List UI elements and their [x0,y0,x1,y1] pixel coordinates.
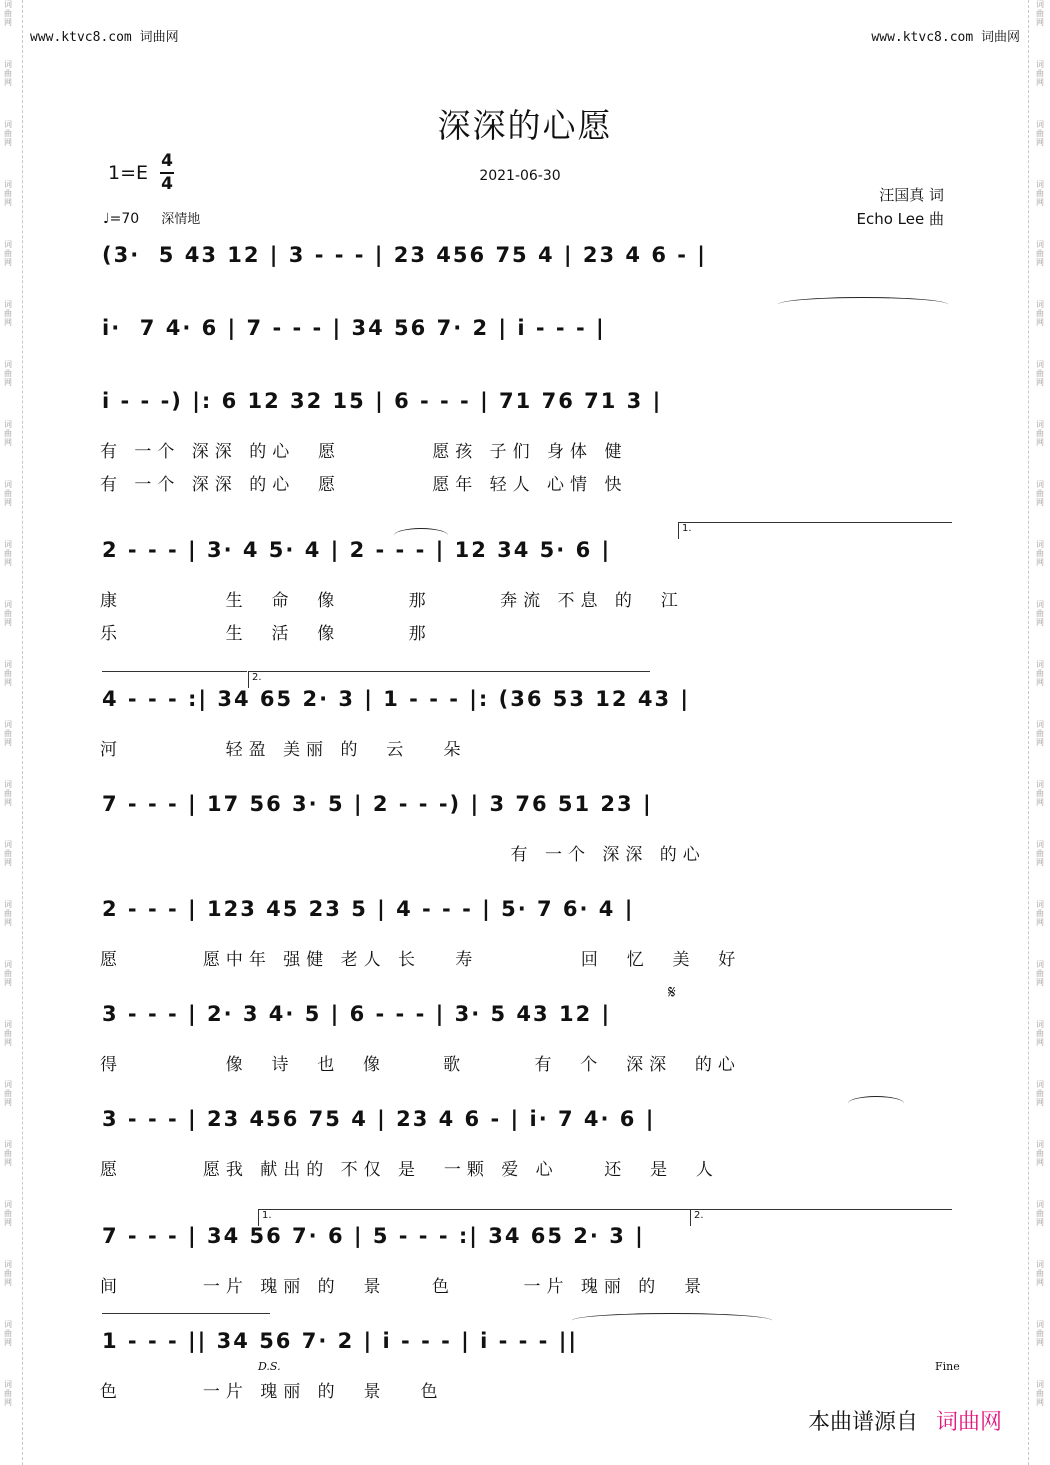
key-signature: 1=E [108,162,149,184]
watermark-text: 词 曲 网 [1036,1380,1044,1407]
watermark-text: 词 曲 网 [4,660,12,687]
watermark-text: 词 曲 网 [4,1380,12,1407]
lyric-line: 愿 愿我 献出的 不仅 是 一颗 爱 心 还 是 人 [100,1160,719,1180]
watermark-text: 词 曲 网 [1036,1080,1044,1107]
watermark-text: 词 曲 网 [1036,1200,1044,1227]
volta-1-bracket-continued [102,671,247,688]
watermark-text: 词 曲 网 [4,60,12,87]
watermark-text: 词 曲 网 [1036,240,1044,267]
watermark-text: 词 曲 网 [4,1260,12,1287]
tie-arc [778,297,948,312]
notation-line: (3· 5 43 12 | 3 - - - | 23 456 75 4 | 23 4 6 - | [102,243,707,267]
watermark-text: 词 曲 网 [1036,840,1044,867]
volta-2-label: 2. [252,672,262,683]
watermark-text: 词 曲 网 [1036,300,1044,327]
watermark-text: 词 曲 网 [4,720,12,747]
watermark-text: 词 曲 网 [4,360,12,387]
volta-1-label-ending: 1. [262,1210,272,1221]
lyric-line: 康 生 命 像 那 奔流 不息 的 江 [100,591,684,611]
watermark-text: 词 曲 网 [1036,120,1044,147]
lyric-line: 有 一个 深深 的心 [100,845,706,865]
score-system [0,1224,1050,1260]
watermark-text: 词 曲 网 [4,900,12,927]
watermark-text: 词 曲 网 [4,1320,12,1347]
lyric-line: 色 一片 瑰丽 的 景 色 [100,1382,444,1402]
notation-line: 7 - - - | 34 56 7· 6 | 5 - - - :| 34 65 2· 3 | [102,1224,645,1248]
watermark-text: 词 曲 网 [1036,480,1044,507]
watermark-text: 词 曲 网 [1036,180,1044,207]
notation-line: i· 7 4· 6 | 7 - - - | 34 56 7· 2 | i - - - | [102,316,606,340]
watermark-text: 词 曲 网 [1036,780,1044,807]
tempo-expression: 深情地 [161,212,201,227]
watermark-text: 词 曲 网 [1036,540,1044,567]
watermark-text: 词 曲 网 [1036,1140,1044,1167]
volta-2-bracket-ending [690,1209,952,1226]
time-signature [160,152,174,194]
watermark-text: 词 曲 网 [4,600,12,627]
notation-line: 7 - - - | 17 56 3· 5 | 2 - - -) | 3 76 51 23 | [102,792,653,816]
lyric-line: 有 一个 深深 的心 愿 愿孩 子们 身体 健 [100,442,628,462]
notation-line: 4 - - - :| 34 65 2· 3 | 1 - - - |: (36 53 12 43 | [102,687,691,711]
notation-line: 2 - - - | 123 45 23 5 | 4 - - - | 5· 7 6· 4 | [102,897,635,921]
song-title: 深深的心愿 [437,106,613,145]
notation-line: i - - -) |: 6 12 32 15 | 6 - - - | 71 76 71 3 | [102,389,663,413]
score-system [0,389,1050,425]
watermark-text: 词 曲 网 [1036,0,1044,27]
watermark-text: 词 曲 网 [4,840,12,867]
lyric-line: 愿 愿中年 强健 老人 长 寿 回 忆 美 好 [100,950,742,970]
watermark-text: 词 曲 网 [1036,1020,1044,1047]
notation-line: 3 - - - | 23 456 75 4 | 23 4 6 - | i· 7 4· 6 | [102,1107,656,1131]
watermark-text: 词 曲 网 [1036,1320,1044,1347]
score-system [0,1002,1050,1038]
watermark-text: 词 曲 网 [1036,660,1044,687]
watermark-text: 词 曲 网 [4,300,12,327]
date: 2021-06-30 [479,168,561,184]
lyricist-credit: 汪国真 词 [879,186,944,204]
score-system [0,243,1050,279]
segno-icon: 𝄋 [668,982,676,1003]
watermark-text: 词 曲 网 [4,480,12,507]
time-signature-bottom: 4 [161,174,173,194]
time-signature-top: 4 [161,151,173,171]
watermark-text: 词 曲 网 [4,1080,12,1107]
watermark-text: 词 曲 网 [1036,1260,1044,1287]
composer-credit: Echo Lee 曲 [856,210,944,228]
watermark-text: 词 曲 网 [4,240,12,267]
volta-2-bracket [248,671,650,688]
watermark-text: 词 曲 网 [4,420,12,447]
watermark-text: 词 曲 网 [4,1200,12,1227]
lyric-line: 间 一片 瑰丽 的 景 色 一片 瑰丽 的 景 [100,1277,708,1297]
lyric-line: 乐 生 活 像 那 [100,624,432,644]
watermark-text: 词 曲 网 [4,180,12,207]
notation-line: 3 - - - | 2· 3 4· 5 | 6 - - - | 3· 5 43 12 | [102,1002,612,1026]
lyric-line: 得 像 诗 也 像 歌 有 个 深深 的心 [100,1055,741,1075]
notation-line: 2 - - - | 3· 4 5· 4 | 2 - - - | 12 34 5· 6 | [102,538,612,562]
score-system [0,1329,1050,1365]
tempo-marking [103,208,200,227]
site-url-left[interactable]: www.ktvc8.com 词曲网 [30,30,179,45]
watermark-text: 词 曲 网 [1036,360,1044,387]
score-system [0,1107,1050,1143]
score-system [0,687,1050,723]
score-system [0,316,1050,352]
lyric-line: 河 轻盈 美丽 的 云 朵 [100,740,467,760]
watermark-text: 词 曲 网 [4,960,12,987]
watermark-text: 词 曲 网 [1036,420,1044,447]
watermark-text: 词 曲 网 [4,0,12,27]
ds-mark: D.S. [258,1360,281,1373]
watermark-text: 词 曲 网 [1036,720,1044,747]
tie-arc [572,1313,772,1328]
site-url-right[interactable]: www.ktvc8.com 词曲网 [871,30,1020,45]
score-system [0,538,1050,574]
watermark-text: 词 曲 网 [1036,60,1044,87]
source-text: 本曲谱源自 [807,1410,918,1435]
watermark-text: 词 曲 网 [1036,960,1044,987]
watermark-text: 词 曲 网 [1036,900,1044,927]
tie-arc [394,528,448,543]
watermark-text: 词 曲 网 [4,1020,12,1047]
watermark-text: 词 曲 网 [4,780,12,807]
tie-arc [848,1096,904,1111]
watermark-text: 词 曲 网 [4,1140,12,1167]
fine-mark: Fine [935,1360,960,1373]
watermark-text: 词 曲 网 [1036,600,1044,627]
volta-1-label: 1. [682,523,692,534]
volta-1-bracket [678,522,952,539]
score-system [0,897,1050,933]
score-system [0,792,1050,828]
volta-1-bracket-ending [258,1209,690,1226]
watermark-text: 词 曲 网 [4,540,12,567]
notation-line: 1 - - - || 34 56 7· 2 | i - - - | i - - - || [102,1329,579,1353]
source-brand-link[interactable]: 词曲网 [935,1410,1002,1435]
source-footer [808,1405,1002,1436]
volta-2-bracket-continued [102,1313,270,1330]
watermark-text: 词 曲 网 [4,120,12,147]
tempo-mark: ♩=70 [103,211,140,227]
lyric-line: 有 一个 深深 的心 愿 愿年 轻人 心情 快 [100,475,628,495]
volta-2-label-ending: 2. [694,1210,704,1221]
